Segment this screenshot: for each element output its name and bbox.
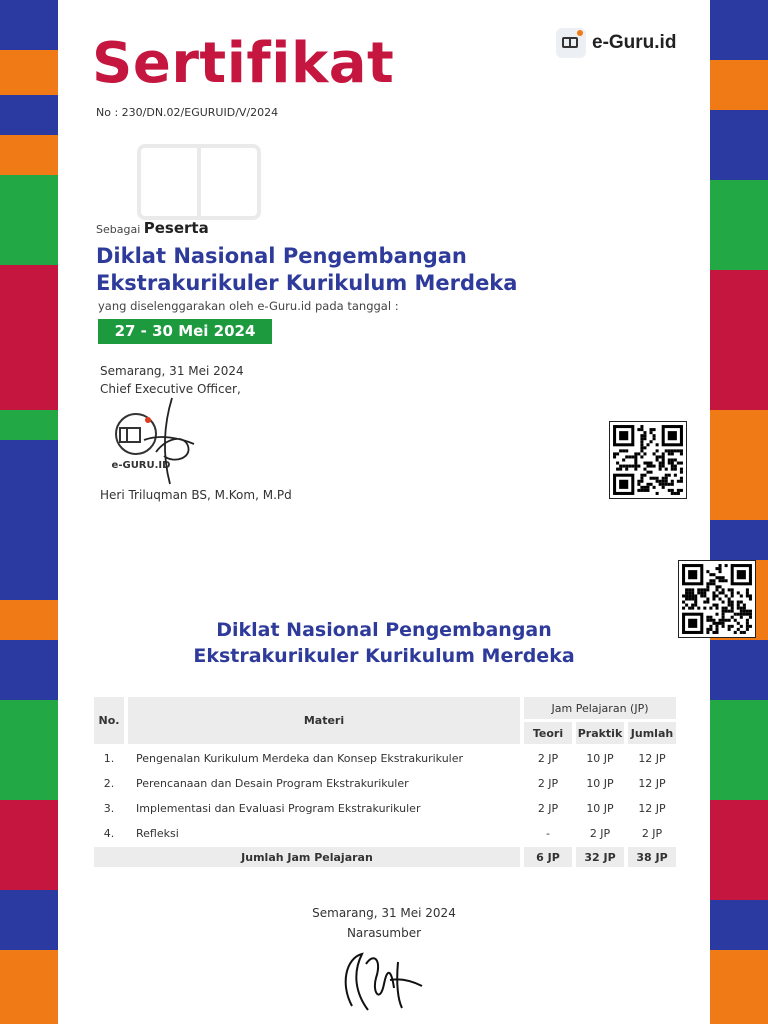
- signatory1-role: Chief Executive Officer,: [100, 382, 241, 396]
- total-jumlah: 38 JP: [628, 847, 676, 867]
- table-row: [94, 797, 676, 819]
- left-decorative-band: [0, 0, 58, 1024]
- table-row: [94, 772, 676, 794]
- signatory1-name: Heri Triluqman BS, M.Kom, M.Pd: [100, 488, 292, 502]
- row-jumlah: 2 JP: [641, 826, 663, 840]
- row-praktik: 10 JP: [586, 776, 614, 790]
- row-no: 2.: [103, 776, 115, 790]
- signatory2-role: Narasumber: [346, 926, 422, 940]
- row-teori: 2 JP: [537, 776, 559, 790]
- row-materi: Refleksi: [136, 826, 179, 840]
- event-title-line2: Ekstrakurikuler Kurikulum Merdeka: [96, 271, 518, 295]
- qr-code: [609, 421, 687, 499]
- total-label: Jumlah Jam Pelajaran: [94, 847, 520, 867]
- row-jumlah: 12 JP: [638, 751, 666, 765]
- stamp-text: e-GURU.ID: [111, 460, 171, 471]
- signatory2-place-date: Semarang, 31 Mei 2024: [312, 906, 456, 920]
- row-praktik: 2 JP: [589, 826, 611, 840]
- header-no: No.: [94, 697, 124, 744]
- certificate-number: No : 230/DN.02/EGURUID/V/2024: [96, 106, 279, 119]
- header-teori: Teori: [524, 722, 572, 744]
- row-no: 4.: [103, 826, 115, 840]
- organized-text: yang diselenggarakan oleh e-Guru.id pada tanggal :: [98, 299, 399, 313]
- row-materi: Pengenalan Kurikulum Merdeka dan Konsep Ekstrakurikuler: [136, 751, 464, 765]
- row-no: 3.: [103, 801, 115, 815]
- total-teori: 6 JP: [524, 847, 572, 867]
- schedule-title-line1: Diklat Nasional Pengembangan: [216, 619, 552, 641]
- signatory1-place-date: Semarang, 31 Mei 2024: [100, 364, 244, 378]
- header-jp: Jam Pelajaran (JP): [524, 697, 676, 719]
- row-praktik: 10 JP: [586, 751, 614, 765]
- total-praktik: 32 JP: [576, 847, 624, 867]
- date-range-badge: 27 - 30 Mei 2024: [98, 319, 272, 344]
- row-no: 1.: [103, 751, 115, 765]
- row-materi: Perencanaan dan Desain Program Ekstrakurikuler: [136, 776, 409, 790]
- schedule-title: [58, 617, 710, 669]
- lesson-hours-table: [90, 694, 680, 870]
- qr-code-icon: [610, 422, 686, 498]
- brand-name: e-Guru.id: [592, 32, 677, 53]
- book-watermark-icon: [135, 140, 263, 222]
- header-praktik: Praktik: [576, 722, 624, 744]
- role-line: [96, 219, 209, 237]
- right-decorative-band: [710, 0, 768, 1024]
- brand-logo: [556, 28, 676, 58]
- event-title-line1: Diklat Nasional Pengembangan: [96, 244, 467, 268]
- header-jumlah: Jumlah: [628, 722, 676, 744]
- certificate-title: Sertifikat: [92, 31, 395, 96]
- role-value: Peserta: [143, 219, 209, 237]
- row-materi: Implementasi dan Evaluasi Program Ekstrakurikuler: [136, 801, 421, 815]
- total-row: [94, 847, 676, 867]
- table-row: [94, 747, 676, 769]
- row-jumlah: 12 JP: [638, 776, 666, 790]
- event-title: [96, 243, 517, 297]
- signature1-image: [104, 394, 200, 490]
- role-prefix: Sebagai: [96, 223, 141, 236]
- row-jumlah: 12 JP: [638, 801, 666, 815]
- schedule-title-line2: Ekstrakurikuler Kurikulum Merdeka: [193, 645, 575, 667]
- row-teori: 2 JP: [537, 751, 559, 765]
- table-row: [94, 822, 676, 844]
- header-materi: Materi: [128, 697, 520, 744]
- row-teori: -: [546, 826, 550, 840]
- row-praktik: 10 JP: [586, 801, 614, 815]
- book-logo-icon: [556, 28, 586, 58]
- signature2-image: [322, 944, 432, 1016]
- row-teori: 2 JP: [537, 801, 559, 815]
